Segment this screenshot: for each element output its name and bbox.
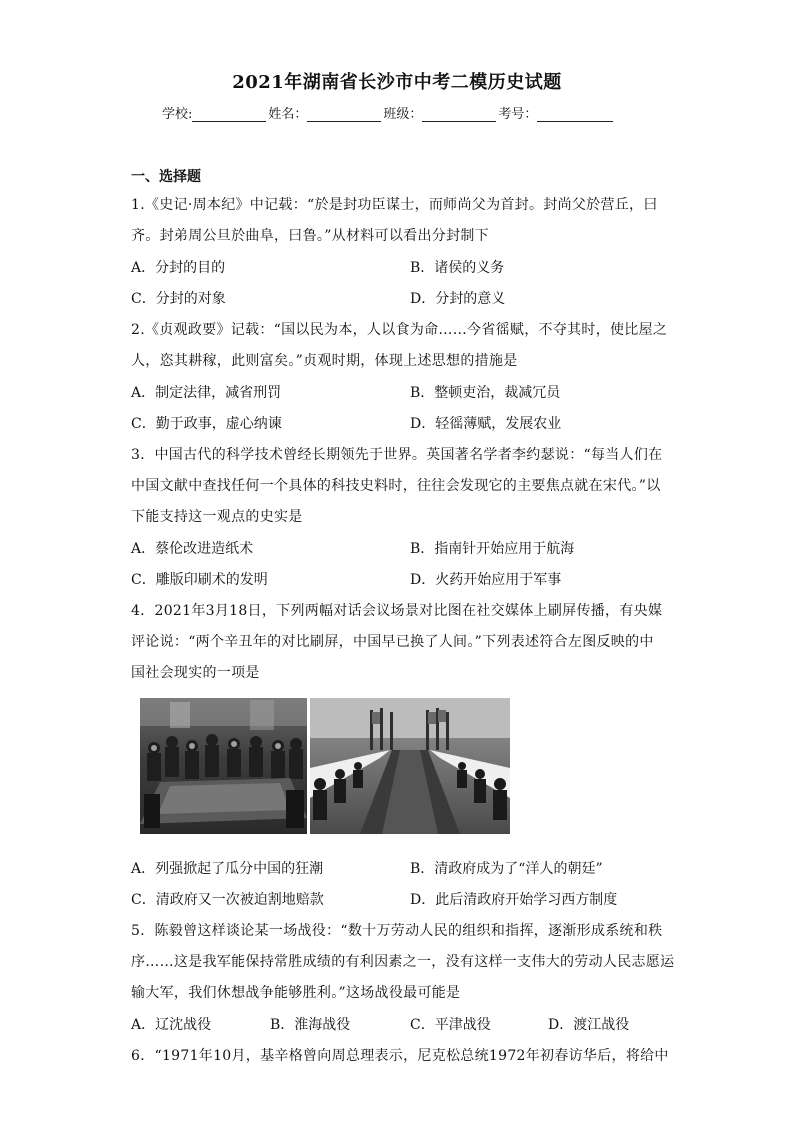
section-heading: 一、选择题 bbox=[131, 169, 201, 185]
question-1-option-b[interactable]: B．诸侯的义务 bbox=[410, 260, 505, 276]
question-4-option-d[interactable]: D．此后清政府开始学习西方制度 bbox=[410, 892, 618, 908]
question-5-option-c[interactable]: C．平津战役 bbox=[410, 1017, 491, 1033]
question-4-option-b[interactable]: B．清政府成为了“洋人的朝廷” bbox=[410, 861, 603, 877]
question-4-line-3: 国社会现实的一项是 bbox=[131, 665, 260, 681]
question-4-line-1: 4．2021年3月18日，下列两幅对话会议场景对比图在社交媒体上刷屏传播，有央媒 bbox=[131, 603, 663, 619]
student-info-row bbox=[162, 103, 615, 122]
question-1-line-1: 1.《史记·周本纪》中记载：“於是封功臣谋士，而师尚父为首封。封尚父於营丘，曰 bbox=[131, 197, 658, 213]
question-5-option-a[interactable]: A．辽沈战役 bbox=[131, 1017, 212, 1033]
class-blank[interactable] bbox=[422, 107, 496, 122]
question-1-option-d[interactable]: D．分封的意义 bbox=[410, 291, 506, 307]
question-2-option-b[interactable]: B．整顿吏治，裁减冗员 bbox=[410, 385, 561, 401]
question-2-line-2: 人，恣其耕稼，此则富矣。”贞观时期，体现上述思想的措施是 bbox=[131, 353, 518, 369]
question-3-option-c[interactable]: C．雕版印刷术的发明 bbox=[131, 572, 268, 588]
question-3-option-d[interactable]: D．火药开始应用于军事 bbox=[410, 572, 562, 588]
question-1-line-2: 齐。封弟周公旦於曲阜，曰鲁。”从材料可以看出分封制下 bbox=[131, 228, 489, 244]
right-modern-photo bbox=[310, 698, 510, 834]
exam-title: 2021年湖南省长沙市中考二模历史试题 bbox=[232, 72, 562, 93]
school-blank[interactable] bbox=[192, 107, 266, 122]
question-2-line-1: 2.《贞观政要》记载：“国以民为本，人以食为命……今省徭赋，不夺其时，使比屋之 bbox=[131, 322, 668, 338]
exam-number-label: 考号： bbox=[498, 107, 538, 122]
question-5-option-b[interactable]: B．淮海战役 bbox=[270, 1017, 351, 1033]
name-blank[interactable] bbox=[307, 107, 381, 122]
question-2-option-a[interactable]: A．制定法律，减省刑罚 bbox=[131, 385, 282, 401]
question-5-option-d[interactable]: D．渡江战役 bbox=[548, 1017, 630, 1033]
question-2-option-c[interactable]: C．勤于政事，虚心纳谏 bbox=[131, 416, 282, 432]
question-3-line-1: 3．中国古代的科学技术曾经长期领先于世界。英国著名学者李约瑟说：“每当人们在 bbox=[131, 447, 663, 463]
question-3-option-a[interactable]: A．蔡伦改进造纸术 bbox=[131, 541, 254, 557]
question-1-option-a[interactable]: A．分封的目的 bbox=[131, 260, 226, 276]
name-label: 姓名： bbox=[268, 107, 308, 122]
question-3-line-3: 下能支持这一观点的史实是 bbox=[131, 509, 303, 525]
question-5-line-3: 输大军，我们休想战争能够胜利。”这场战役最可能是 bbox=[131, 985, 461, 1001]
question-1-option-c[interactable]: C．分封的对象 bbox=[131, 291, 226, 307]
question-6-line-1: 6．“1971年10月，基辛格曾向周总理表示，尼克松总统1972年初春访华后，将给中 bbox=[131, 1048, 669, 1064]
question-5-line-2: 序……这是我军能保持常胜成绩的有利因素之一，没有这样一支伟大的劳动人民志愿运 bbox=[131, 954, 675, 970]
question-4-option-c[interactable]: C．清政府又一次被迫割地赔款 bbox=[131, 892, 324, 908]
question-3-option-b[interactable]: B．指南针开始应用于航海 bbox=[410, 541, 575, 557]
exam-number-blank[interactable] bbox=[537, 107, 613, 122]
question-2-option-d[interactable]: D．轻徭薄赋，发展农业 bbox=[410, 416, 562, 432]
question-4-line-2: 评论说：“两个辛丑年的对比刷屏，中国早已换了人间。”下列表述符合左图反映的中 bbox=[131, 634, 654, 650]
left-historical-photo bbox=[140, 698, 307, 834]
class-label: 班级： bbox=[383, 107, 423, 122]
question-3-line-2: 中国文献中查找任何一个具体的科技史料时，往往会发现它的主要焦点就在宋代。”以 bbox=[131, 478, 661, 494]
question-5-line-1: 5．陈毅曾这样谈论某一场战役：“数十万劳动人民的组织和指挥，逐渐形成系统和秩 bbox=[131, 923, 663, 939]
question-4-option-a[interactable]: A．列强掀起了瓜分中国的狂潮 bbox=[131, 861, 324, 877]
school-label: 学校: bbox=[162, 107, 193, 122]
